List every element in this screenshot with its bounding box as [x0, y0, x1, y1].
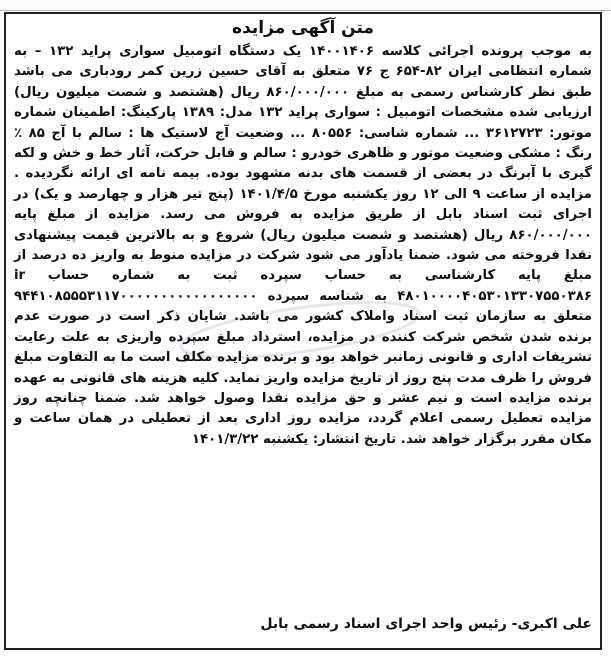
auction-notice — [4, 12, 602, 650]
notice-body: به موجب پرونده اجرائی کلاسه ۱۴۰۰۱۴۰۶ یک دستگاه اتومبیل سواری پراید ۱۳۲ – به شماره انتظامی ایران ۸۲-۶۵۴ ج ۷۶ متعلق به آقای حسین زرین کمر رودباری می باشد طبق نظر کارشناس رسمی به مبلغ ۸۶۰/۰۰۰/۰۰۰ ریال (هشتصد و شصت میلیون ریال) ارزیابی شده مشخصات اتومبیل : سواری پراید ۱۳۲ مدل: ۱۳۸۹ پارکینگ: اطمینان شماره موتور: ۳۶۱۲۷۲۳ ... شماره شاسی: ۸۰۵۵۶ ... وضعیت آج لاستیک ها : سالم با آج ۸۵ ٪ رنگ : مشکی وضعیت موتور و ظاهری خودرو : سالم و قابل حرکت، آثار خط و خش و لکه گیری با آبرنگ در بعضی از قسمت های بدنه مشهود بوده. بیمه نامه ای ارائه نگردیده . مزایده از ساعت ۹ الی ۱۲ روز یکشنبه مورخ ۱۴۰۱/۴/۵ (پنج تیر هزار و چهارصد و یک) در اجرای ثبت اسناد بابل از طریق مزایده به فروش می رسد. مزایده از مبلغ پایه ۸۶۰/۰۰۰/۰۰۰ ریال (هشتصد و شصت میلیون ریال) شروع و به بالاترین قیمت پیشنهادی نقدا فروخته می شود. ضمنا یادآور می شود شرکت در مزایده منوط به واریز ده درصد از مبلغ پایه کارشناسی به حساب سپرده ثبت به شماره حساب ir ۴۸۰۱۰۰۰۰۴۰۵۳۰۱۳۳۰۷۵۵۰۳۸۶ به شناسه سپرده ۹۴۴۱۰۸۵۵۵۳۱۱۷۰۰۰۰۰۰۰۰۰۰۰۰۰۰۰۰۰ متعلق به سازمان ثبت اسناد واملاک کشور می باشد. شایان ذکر است در صورت عدم برنده شدن شخص شرکت کننده در مزایده، استرداد مبلغ سپرده واریزی به علت رعایت تشریفات اداری و قانونی زمانبر خواهد بود و برنده مزایده مکلف است ما به التفاوت مبلغ فروش را ظرف مدت پنج روز از تاریخ مزایده واریز نماید. کلیه هزینه های قانونی به عهده برنده مزایده است و نیم عشر و حق مزایده نقدا وصول خواهد شد. ضمنا چنانچه روز مزایده تعطیل رسمی اعلام گردد، مزایده روز اداری بعد از تعطیلی در همان ساعت و مکان مقرر برگزار خواهد شد. تاریخ انتشار: یکشنبه ۱۴۰۱/۳/۲۲ — [14, 44, 593, 447]
notice-signature: علی اکبری- رئیس واحد اجرای اسناد رسمی بابل — [260, 616, 592, 632]
top-border-strip — [0, 0, 611, 11]
notice-title: متن آگهی مزایده — [232, 18, 374, 38]
